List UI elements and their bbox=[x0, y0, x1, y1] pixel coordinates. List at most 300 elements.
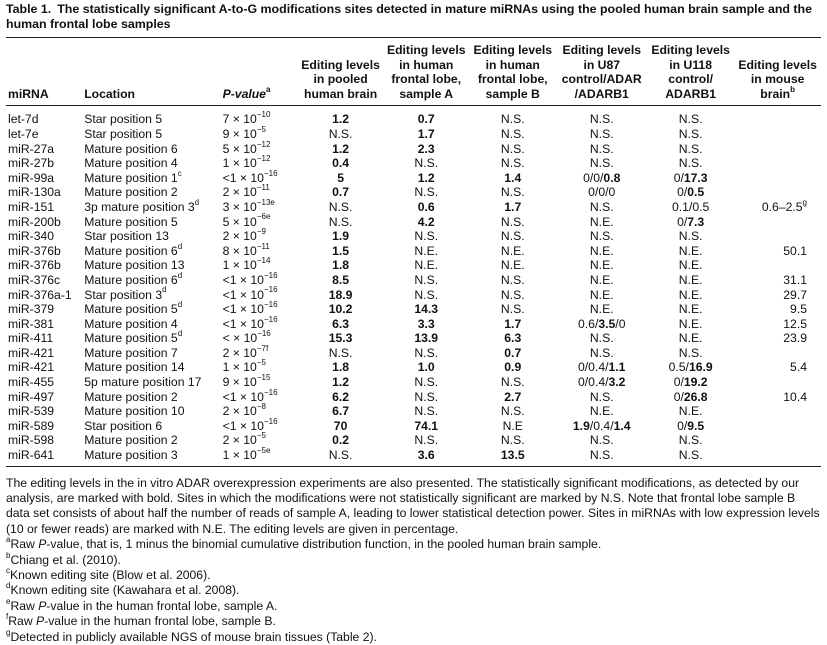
cell-u87-part: 0.4 bbox=[588, 360, 606, 375]
cell-u118-part: 0 bbox=[673, 170, 681, 185]
cell-frontal-b: N.S. bbox=[500, 141, 525, 156]
cell-location-text: Mature position 5 bbox=[84, 331, 178, 346]
cell-u118: 0/9.5 bbox=[677, 418, 705, 433]
cell-pvalue-exp: −7f bbox=[256, 343, 269, 353]
cell-mouse bbox=[734, 215, 821, 230]
cell-pooled: N.S. bbox=[328, 199, 353, 214]
cell-u118: N.E. bbox=[678, 287, 703, 302]
cell-frontal-b: 0.9 bbox=[504, 360, 522, 375]
cell-location bbox=[82, 360, 220, 375]
cell-u87-part: 0.8 bbox=[603, 170, 621, 185]
cell-location-text: Mature position 1 bbox=[84, 170, 178, 185]
cell-location bbox=[82, 142, 220, 157]
cell-pvalue-base: 7 × 10 bbox=[222, 112, 257, 127]
table-row bbox=[6, 215, 821, 230]
cell-mouse bbox=[734, 273, 821, 288]
cell-u118: N.E. bbox=[678, 316, 703, 331]
cell-pooled: 1.2 bbox=[332, 375, 350, 390]
editing-table bbox=[6, 38, 821, 466]
cell-location bbox=[82, 156, 220, 171]
cell-u118: N.S. bbox=[678, 345, 703, 360]
cell-location-text: 5p mature position 17 bbox=[84, 375, 202, 390]
cell-mouse bbox=[734, 288, 821, 303]
cell-pvalue bbox=[221, 156, 298, 171]
cell-u118: N.S. bbox=[678, 156, 703, 171]
cell-u118: 0/26.8 bbox=[673, 389, 708, 404]
cell-location-text: Mature position 2 bbox=[84, 185, 178, 200]
cell-u87: N.S. bbox=[589, 199, 614, 214]
cell-mirna: miR-421 bbox=[8, 360, 55, 375]
footnote-italic: P bbox=[36, 614, 45, 629]
cell-u118-part: 16.9 bbox=[688, 360, 713, 375]
cell-mouse bbox=[734, 197, 821, 215]
cell-u118-part: 0 bbox=[677, 418, 684, 433]
cell-location-text: Mature position 6 bbox=[84, 141, 178, 156]
footnote bbox=[6, 568, 821, 583]
cell-u118-part: 0 bbox=[673, 389, 681, 404]
cell-frontal-b: 13.5 bbox=[500, 448, 525, 463]
cell-mirna: miR-27b bbox=[8, 156, 55, 171]
cell-location-sup: d bbox=[177, 300, 183, 310]
cell-frontal-a: 1.7 bbox=[417, 126, 435, 141]
cell-pooled: N.S. bbox=[328, 214, 353, 229]
cell-pvalue-base: 2 × 10 bbox=[222, 345, 257, 360]
cell-pooled: 1.2 bbox=[332, 112, 350, 127]
cell-pvalue-exp: −5 bbox=[256, 358, 266, 368]
cell-pvalue-base: 2 × 10 bbox=[222, 185, 257, 200]
table-row bbox=[6, 404, 821, 419]
cell-u118-part: 7.3 bbox=[687, 214, 705, 229]
cell-location-text: Mature position 7 bbox=[84, 345, 178, 360]
cell-u118-part: 0.5 bbox=[687, 185, 705, 200]
cell-mouse-value: 31.1 bbox=[783, 272, 807, 287]
cell-frontal-b: N.S. bbox=[500, 214, 525, 229]
col-frontal-a: Editing levels in human frontal lobe, sample A bbox=[386, 43, 466, 101]
table-row bbox=[6, 288, 821, 303]
cell-u87-part: 0 bbox=[578, 360, 585, 375]
cell-frontal-a: 3.6 bbox=[417, 448, 435, 463]
col-pvalue bbox=[221, 38, 298, 105]
cell-u87-part: 1.4 bbox=[613, 418, 631, 433]
footnote bbox=[6, 614, 821, 629]
cell-u87: N.E. bbox=[589, 258, 614, 273]
cell-frontal-b: N.E bbox=[502, 418, 523, 433]
cell-pvalue-exp: −14 bbox=[256, 256, 271, 266]
cell-u118: N.S. bbox=[678, 126, 703, 141]
cell-location bbox=[82, 302, 220, 317]
cell-frontal-a: N.S. bbox=[414, 287, 439, 302]
cell-mouse-value: 50.1 bbox=[783, 243, 807, 258]
cell-location bbox=[82, 258, 220, 273]
cell-pooled: 0.7 bbox=[332, 185, 350, 200]
cell-location bbox=[82, 185, 220, 200]
cell-location-text: Mature position 3 bbox=[84, 448, 178, 463]
cell-mouse-value: 0.6–2.5 bbox=[761, 199, 803, 214]
cell-mouse bbox=[734, 360, 821, 375]
bottom-rule bbox=[6, 466, 821, 467]
cell-frontal-a: N.S. bbox=[414, 404, 439, 419]
cell-pvalue-base: 5 × 10 bbox=[222, 141, 257, 156]
cell-u118: 0/7.3 bbox=[677, 214, 705, 229]
cell-u87: 0/0/0.8 bbox=[583, 170, 621, 185]
cell-pvalue-exp: −16 bbox=[263, 300, 278, 310]
cell-mirna: miR-421 bbox=[8, 345, 55, 360]
cell-pvalue-base: <1 × 10 bbox=[222, 418, 264, 433]
table-footnotes bbox=[6, 476, 821, 645]
cell-frontal-a: N.S. bbox=[414, 229, 439, 244]
footnote-list bbox=[6, 537, 821, 645]
cell-pvalue-exp: −15 bbox=[256, 373, 271, 382]
cell-location bbox=[82, 106, 220, 127]
footnote-mark: b bbox=[6, 550, 11, 560]
cell-mirna: miR-340 bbox=[8, 229, 55, 244]
cell-mirna: miR-497 bbox=[8, 389, 55, 404]
cell-location-text: Mature position 4 bbox=[84, 156, 178, 171]
cell-frontal-b: N.S. bbox=[500, 287, 525, 302]
table-row bbox=[6, 317, 821, 332]
cell-mouse bbox=[734, 433, 821, 448]
cell-location-sup: d bbox=[177, 241, 183, 251]
cell-frontal-b: N.S. bbox=[500, 302, 525, 317]
cell-location-text: Mature position 5 bbox=[84, 214, 178, 229]
cell-u87-part: 1.9 bbox=[572, 418, 590, 433]
table-row bbox=[6, 229, 821, 244]
cell-location-sup: d bbox=[177, 329, 183, 339]
cell-pooled: 0.4 bbox=[332, 156, 350, 171]
cell-u118: 0/0.5 bbox=[677, 185, 705, 200]
cell-u118: N.E. bbox=[678, 302, 703, 317]
cell-mouse bbox=[734, 331, 821, 346]
cell-location bbox=[82, 285, 220, 303]
cell-pvalue-exp: −16 bbox=[263, 285, 278, 295]
cell-mouse bbox=[734, 127, 821, 142]
cell-frontal-a: N.S. bbox=[414, 272, 439, 287]
table-row bbox=[6, 331, 821, 346]
cell-u87: N.S. bbox=[589, 433, 614, 448]
cell-pvalue-exp: −5 bbox=[256, 124, 266, 134]
cell-location-text: Mature position 14 bbox=[84, 360, 185, 375]
table-row bbox=[6, 127, 821, 142]
cell-u118: N.S. bbox=[678, 141, 703, 156]
cell-pvalue-base: 2 × 10 bbox=[222, 229, 257, 244]
table-row bbox=[6, 390, 821, 405]
cell-u118: N.S. bbox=[678, 229, 703, 244]
cell-mirna: miR-151 bbox=[8, 199, 55, 214]
col-mouse-sup: b bbox=[790, 84, 795, 94]
cell-mirna: miR-455 bbox=[8, 375, 55, 390]
cell-pvalue-exp: −9 bbox=[256, 227, 266, 237]
cell-u118: 0.5/16.9 bbox=[668, 360, 713, 375]
cell-location-text: Star position 3 bbox=[84, 287, 163, 302]
cell-pooled: 5 bbox=[337, 170, 344, 185]
cell-mouse bbox=[734, 171, 821, 186]
col-pvalue-label: P-value bbox=[222, 86, 266, 101]
cell-frontal-a: 4.2 bbox=[417, 214, 435, 229]
cell-pvalue bbox=[221, 106, 298, 127]
footnote-intro: The editing levels in the in vitro ADAR overexpression experiments are also presented. The statistically significant modifications, as detected by our analysis, are marked with bold. Sites in which the modifications were not statistically significant are marked by N.S. Note that frontal lobe sample B data set consists of about half the number of reads of sample A, leading to lower statistical detection power. Sites in miRNAs with low expression levels (10 or fewer reads) are marked with N.E. The editing levels are given in percentage. bbox=[6, 475, 820, 536]
cell-pvalue-base: 3 × 10 bbox=[222, 199, 257, 214]
cell-location bbox=[82, 241, 220, 259]
cell-mouse bbox=[734, 375, 821, 390]
cell-frontal-b: N.S. bbox=[500, 185, 525, 200]
table-row bbox=[6, 200, 821, 215]
cell-pvalue-exp: −16 bbox=[263, 314, 278, 324]
cell-mouse bbox=[734, 390, 821, 405]
cell-location-text: Star position 6 bbox=[84, 418, 163, 433]
footnote-pre: Raw bbox=[8, 614, 37, 629]
cell-pvalue bbox=[221, 375, 298, 390]
cell-pooled: 6.3 bbox=[332, 316, 350, 331]
cell-location bbox=[82, 419, 220, 434]
cell-u87: N.S. bbox=[589, 345, 614, 360]
footnote-text: -value, that is, 1 minus the binomial cumulative distribution function, in the pooled human brain sample. bbox=[46, 537, 602, 552]
cell-pvalue-exp: −5 bbox=[256, 431, 266, 441]
cell-mirna: miR-27a bbox=[8, 141, 55, 156]
cell-pvalue bbox=[221, 285, 298, 303]
cell-u118-part: 9.5 bbox=[687, 418, 705, 433]
cell-frontal-b: N.S. bbox=[500, 112, 525, 127]
cell-pvalue-base: 1 × 10 bbox=[222, 258, 257, 273]
cell-frontal-a: N.S. bbox=[414, 156, 439, 171]
cell-pvalue bbox=[221, 258, 298, 273]
cell-u118: N.S. bbox=[678, 112, 703, 127]
cell-mouse-value: 10.4 bbox=[783, 389, 807, 404]
col-pvalue-sup: a bbox=[265, 84, 271, 94]
cell-u87: N.S. bbox=[589, 156, 614, 171]
cell-pvalue-exp: −16 bbox=[263, 387, 278, 397]
cell-frontal-a: 74.1 bbox=[414, 418, 439, 433]
cell-u118: 0/19.2 bbox=[673, 375, 708, 390]
cell-u87: N.S. bbox=[589, 331, 614, 346]
cell-pvalue-exp: −16 bbox=[263, 270, 278, 280]
cell-location bbox=[82, 215, 220, 230]
cell-u87-part: 0.4 bbox=[588, 375, 606, 390]
footnote bbox=[6, 596, 821, 614]
cell-location-text: Mature position 5 bbox=[84, 302, 178, 317]
cell-frontal-b: N.S. bbox=[500, 433, 525, 448]
cell-pvalue-base: <1 × 10 bbox=[222, 316, 264, 331]
cell-mouse-value: 29.7 bbox=[783, 287, 807, 302]
cell-pvalue-exp: −8 bbox=[256, 402, 266, 412]
col-mouse bbox=[734, 38, 821, 105]
table-row bbox=[6, 273, 821, 288]
cell-location-text: Mature position 6 bbox=[84, 272, 178, 287]
cell-pooled: 15.3 bbox=[328, 331, 353, 346]
cell-location-text: Mature position 10 bbox=[84, 404, 185, 419]
table-row bbox=[6, 142, 821, 157]
col-u118: Editing levels in U118 control/ ADARB1 bbox=[651, 43, 730, 101]
cell-mirna: miR-376b bbox=[8, 243, 61, 258]
cell-frontal-a: 0.6 bbox=[417, 199, 435, 214]
cell-frontal-b: 1.7 bbox=[504, 199, 522, 214]
cell-u118-part: 0.5 bbox=[668, 360, 686, 375]
cell-mirna: let-7e bbox=[8, 126, 39, 141]
cell-mouse bbox=[734, 185, 821, 200]
cell-frontal-b: N.S. bbox=[500, 375, 525, 390]
cell-u118: N.E. bbox=[678, 404, 703, 419]
cell-u87: N.E. bbox=[589, 404, 614, 419]
cell-location bbox=[82, 229, 220, 244]
cell-mouse bbox=[734, 244, 821, 259]
cell-mirna: miR-589 bbox=[8, 418, 55, 433]
cell-frontal-a: 1.2 bbox=[417, 170, 435, 185]
cell-location-text: Star position 5 bbox=[84, 126, 163, 141]
cell-pooled: N.S. bbox=[328, 126, 353, 141]
footnote-mark: c bbox=[6, 566, 10, 575]
cell-mouse-value: 5.4 bbox=[790, 360, 807, 375]
header-row bbox=[6, 38, 821, 105]
footnote-text: Known editing site (Kawahara et al. 2008). bbox=[10, 583, 240, 598]
footnote-mark: d bbox=[6, 581, 11, 591]
cell-location-text: Mature position 2 bbox=[84, 389, 178, 404]
cell-location bbox=[82, 375, 220, 390]
cell-u87: N.E. bbox=[589, 243, 614, 258]
footnote-italic: P bbox=[38, 537, 47, 552]
cell-u87: 1.9/0.4/1.4 bbox=[572, 418, 631, 433]
table-caption-text: The statistically significant A-to-G modifications sites detected in mature miRNAs using the pooled human brain sample and the human frontal lobe samples bbox=[6, 2, 813, 31]
cell-pvalue-exp: −5e bbox=[256, 445, 271, 455]
cell-frontal-a: N.S. bbox=[414, 185, 439, 200]
cell-frontal-b: N.S. bbox=[500, 404, 525, 419]
cell-pvalue-exp: −11 bbox=[256, 183, 270, 193]
cell-mouse bbox=[734, 156, 821, 171]
cell-frontal-a: 13.9 bbox=[414, 331, 439, 346]
cell-pooled: 1.2 bbox=[332, 141, 350, 156]
cell-location bbox=[82, 270, 220, 288]
footnote-pre: Raw bbox=[10, 537, 39, 552]
cell-pvalue-base: 8 × 10 bbox=[222, 243, 257, 258]
cell-pooled: 1.8 bbox=[332, 360, 350, 375]
cell-mirna: miR-376b bbox=[8, 258, 61, 273]
cell-location bbox=[82, 390, 220, 405]
cell-frontal-b: 1.4 bbox=[504, 170, 522, 185]
cell-u87: 0/0.4/3.2 bbox=[578, 375, 626, 390]
cell-pvalue-exp: −6e bbox=[256, 212, 271, 222]
cell-location bbox=[82, 404, 220, 419]
cell-pvalue-base: 9 × 10 bbox=[222, 375, 257, 390]
cell-u87: N.E. bbox=[589, 272, 614, 287]
cell-frontal-a: N.S. bbox=[414, 433, 439, 448]
footnote bbox=[6, 627, 821, 645]
cell-u87: N.S. bbox=[589, 141, 614, 156]
cell-frontal-b: N.S. bbox=[500, 229, 525, 244]
cell-mouse bbox=[734, 419, 821, 434]
table-row bbox=[6, 433, 821, 448]
cell-u118-part: 0 bbox=[673, 375, 681, 390]
table-row bbox=[6, 244, 821, 259]
cell-frontal-a: N.E. bbox=[414, 258, 439, 273]
cell-location-text: Mature position 13 bbox=[84, 258, 185, 273]
cell-location-text: Star position 5 bbox=[84, 112, 163, 127]
cell-location bbox=[82, 168, 220, 186]
footnote-text: -value in the human frontal lobe, sample B. bbox=[44, 614, 276, 629]
cell-location bbox=[82, 197, 220, 215]
cell-frontal-a: 0.7 bbox=[417, 112, 435, 127]
cell-frontal-a: N.S. bbox=[414, 375, 439, 390]
cell-location bbox=[82, 346, 220, 361]
cell-pvalue-base: 9 × 10 bbox=[222, 126, 257, 141]
col-location: Location bbox=[84, 86, 135, 101]
cell-mouse-value: 23.9 bbox=[783, 331, 807, 346]
footnote-text: Chiang et al. (2010). bbox=[10, 552, 121, 567]
cell-u87: N.E. bbox=[589, 302, 614, 317]
cell-u87-part: 3.5 bbox=[598, 316, 616, 331]
cell-u87-part: 0 bbox=[578, 375, 585, 390]
cell-location-sup: d bbox=[162, 285, 167, 295]
cell-mouse bbox=[734, 317, 821, 332]
cell-pvalue-exp: −16 bbox=[263, 416, 278, 426]
cell-mirna: miR-99a bbox=[8, 170, 55, 185]
cell-u118: N.E. bbox=[678, 258, 703, 273]
cell-location bbox=[82, 317, 220, 332]
table-body bbox=[6, 106, 821, 465]
cell-pvalue-base: 1 × 10 bbox=[222, 156, 257, 171]
cell-mirna: let-7d bbox=[8, 112, 39, 127]
cell-frontal-b: N.S. bbox=[500, 126, 525, 141]
cell-pvalue-exp: −12 bbox=[256, 139, 271, 149]
cell-pooled: 1.9 bbox=[332, 229, 350, 244]
cell-mouse bbox=[734, 302, 821, 317]
cell-u87-part: 0 bbox=[593, 170, 601, 185]
cell-pvalue-base: 1 × 10 bbox=[222, 360, 257, 375]
cell-pvalue-base: 1 × 10 bbox=[222, 448, 257, 463]
col-mouse-label: Editing levels in mouse brain bbox=[738, 57, 817, 101]
table-row bbox=[6, 106, 821, 127]
cell-mouse bbox=[734, 142, 821, 157]
cell-pvalue bbox=[221, 404, 298, 419]
cell-frontal-a: 3.3 bbox=[417, 316, 435, 331]
cell-pvalue bbox=[221, 445, 298, 466]
cell-u118: 0/17.3 bbox=[673, 170, 708, 185]
cell-u118: N.E. bbox=[678, 331, 703, 346]
cell-pvalue-exp: −16 bbox=[263, 168, 278, 178]
cell-u87: N.E. bbox=[589, 287, 614, 302]
cell-mirna: miR-598 bbox=[8, 433, 55, 448]
table-label: Table 1. bbox=[6, 2, 52, 16]
cell-u118: 0.1/0.5 bbox=[672, 199, 710, 214]
table-caption bbox=[6, 2, 821, 32]
cell-location-sup: d bbox=[194, 197, 200, 207]
table-row bbox=[6, 448, 821, 466]
cell-pvalue-exp: −11 bbox=[256, 241, 270, 251]
cell-frontal-b: N.E. bbox=[500, 243, 525, 258]
cell-pooled: 6.7 bbox=[332, 404, 350, 419]
table-row bbox=[6, 185, 821, 200]
cell-pvalue-exp: −12 bbox=[256, 154, 271, 164]
cell-u118: N.E. bbox=[678, 243, 703, 258]
cell-location-sup: c bbox=[177, 168, 182, 178]
cell-u118: N.S. bbox=[678, 448, 703, 463]
cell-frontal-b: 2.7 bbox=[504, 389, 522, 404]
table-row bbox=[6, 346, 821, 361]
cell-mirna: miR-641 bbox=[8, 448, 55, 463]
cell-u87-part: 1.1 bbox=[608, 360, 626, 375]
footnote-text: Detected in publicly available NGS of mouse brain tissues (Table 2). bbox=[10, 629, 377, 644]
cell-location bbox=[82, 127, 220, 142]
cell-u118-part: 0 bbox=[677, 214, 684, 229]
footnote-mark: a bbox=[6, 535, 11, 545]
cell-mouse bbox=[734, 258, 821, 273]
cell-mirna: miR-411 bbox=[8, 331, 54, 346]
cell-frontal-b: 0.7 bbox=[504, 345, 522, 360]
cell-u87: N.S. bbox=[589, 389, 614, 404]
cell-u87: 0/0.4/1.1 bbox=[578, 360, 626, 375]
cell-pvalue-base: <1 × 10 bbox=[222, 389, 264, 404]
cell-location bbox=[82, 433, 220, 448]
cell-u87-part: 0 bbox=[583, 170, 590, 185]
footnote-text: Known editing site (Blow et al. 2006). bbox=[10, 568, 211, 583]
cell-mouse-value: 9.5 bbox=[790, 302, 807, 317]
